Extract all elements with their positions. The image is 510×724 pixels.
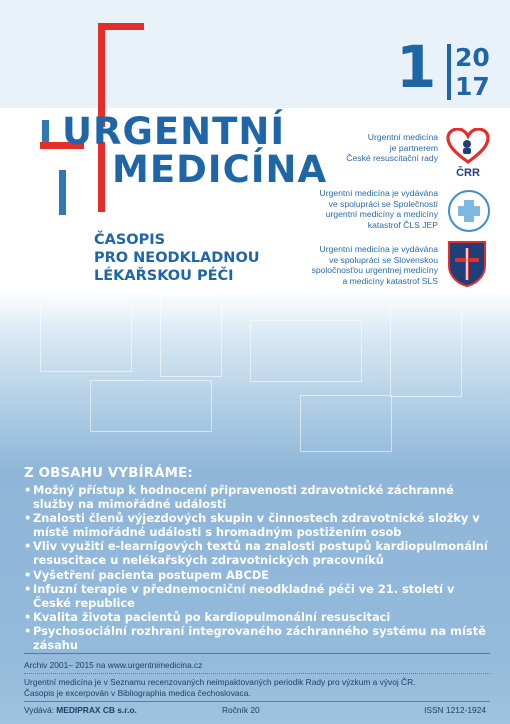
footer-divider	[24, 673, 490, 674]
subtitle-line-2: PRO NEODKLADNOU	[94, 250, 260, 266]
volume: Ročník 20	[222, 705, 260, 715]
contents-item: • Znalosti členů výjezdových skupin v činnostech zdravotnické složky v místě mimořádné události s hromadným postižením osob	[24, 511, 494, 539]
issue-divider	[447, 44, 451, 100]
partner-suma-line: Urgentní medicína je vydávána	[319, 188, 438, 198]
partner-sls	[263, 244, 438, 286]
partner-sls-line: ve spolupráci se Slovenskou	[329, 254, 438, 265]
title-line-1: URGENTNÍ	[62, 110, 286, 153]
issue-number: 1	[396, 33, 437, 101]
partner-suma-line: katastrof ČLS JEP	[367, 219, 438, 230]
issn: ISSN 1212-1924	[424, 705, 486, 715]
contents-item: • Vliv využití e-learnigových textů na znalosti postupů kardiopulmonální resuscitace u nelékařských zdravotnických pracovníků	[24, 539, 494, 567]
sls-shield-logo-icon	[447, 240, 487, 293]
contents-section	[24, 466, 494, 652]
footer-divider	[24, 653, 490, 654]
contents-item: • Kvalita života pacientů po kardiopulmonální resuscitaci	[24, 610, 494, 624]
publisher-label: Vydává:	[24, 705, 54, 715]
year-bottom: 17	[455, 72, 490, 101]
subtitle-line-1: ČASOPIS	[94, 232, 166, 248]
contents-item: • Vyšetření pacienta postupem ABCDE	[24, 568, 494, 582]
year-top: 20	[455, 43, 490, 72]
footer-registry-1: Urgentní medicína je v Seznamu recenzovaných neimpaktovaných periodik Rady pro výzkum a vývoj ČR.	[24, 677, 416, 687]
contents-item: • Infuzní terapie v přednemocniční neodkladné péči ve 21. století v České republice	[24, 582, 494, 610]
footer-divider	[24, 701, 490, 702]
partner-crr	[263, 132, 438, 164]
footer-publisher-row	[24, 705, 494, 716]
partner-crr-line: České resuscitační rady	[346, 153, 438, 164]
partner-sls-line: spoločnosťou urgentnej medicíny	[311, 265, 438, 276]
partner-crr-line: je partnerem	[389, 142, 438, 153]
partner-suma	[263, 188, 438, 230]
crr-heart-logo-icon	[446, 128, 490, 178]
partner-suma-line: urgentní medicíny a medicíny	[325, 209, 438, 220]
title-line-2: MEDICÍNA	[112, 148, 328, 191]
crr-logo-caption: ČRR	[456, 167, 480, 179]
contents-heading: Z OBSAHU VYBÍRÁME:	[24, 466, 193, 481]
publisher-name: MEDIPRAX CB s.r.o.	[56, 705, 137, 715]
suma-round-logo-icon	[448, 190, 490, 232]
partner-crr-line: Urgentní medicína	[367, 132, 438, 142]
contents-item: • Psychosociální rozhraní integrovaného záchranného systému na místě zásahu	[24, 624, 494, 652]
partner-sls-line: a medicíny katastrof SLS	[342, 275, 438, 286]
footer-registry-2: Časopis je excerpován v Bibliographia medica čechoslovaca.	[24, 688, 251, 698]
partner-sls-line: Urgentní medicína je vydávána	[319, 244, 438, 254]
contents-item: • Možný přístup k hodnocení připravenosti zdravotnické záchranné služby na mimořádné události	[24, 483, 494, 511]
subtitle-line-3: LÉKAŘSKOU PÉČI	[94, 268, 234, 284]
footer-archive: Archiv 2001– 2015 na www.urgentnimedicina.cz	[24, 660, 203, 670]
partner-suma-line: ve spolupráci se Společností	[328, 198, 438, 209]
